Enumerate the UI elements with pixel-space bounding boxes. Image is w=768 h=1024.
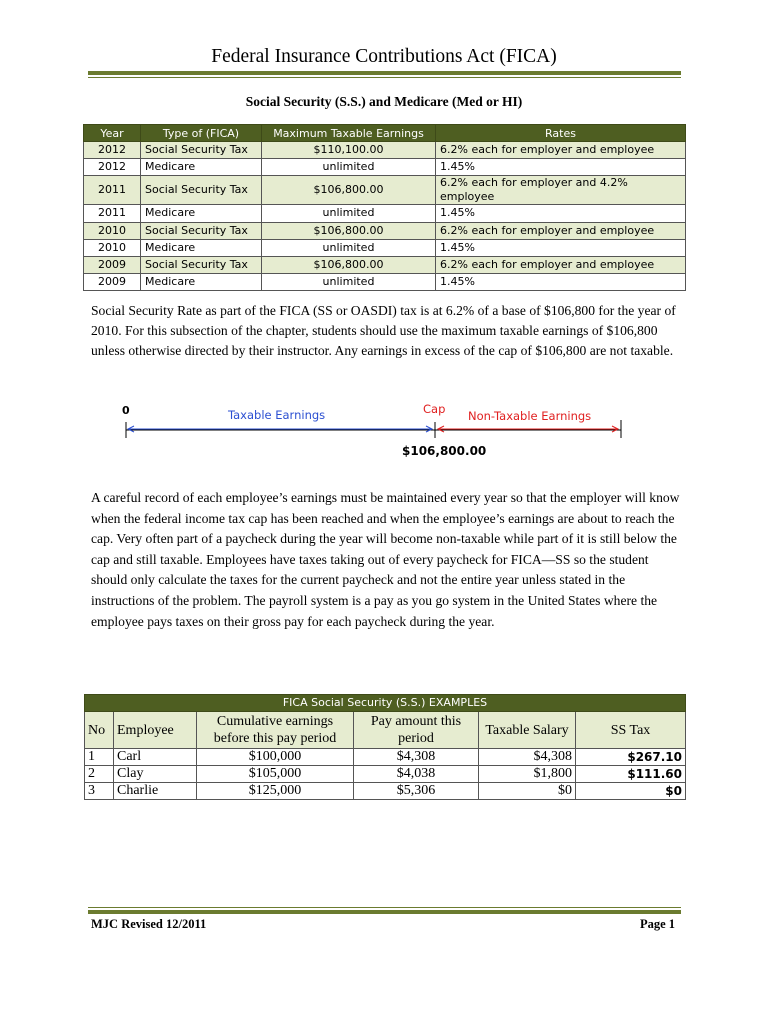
zero-label: 0 [122,404,130,417]
cell-max-earnings: $106,800.00 [262,176,436,205]
cell-year: 2009 [84,274,141,291]
cell-pay-amount: $4,038 [354,766,479,783]
column-header-type: Type of (FICA) [141,125,262,142]
cell-type: Medicare [141,159,262,176]
column-header-rates: Rates [436,125,686,142]
cell-max-earnings: $106,800.00 [262,256,436,273]
cell-type: Social Security Tax [141,222,262,239]
column-header-taxable-salary: Taxable Salary [479,712,576,749]
column-header-max-earnings: Maximum Taxable Earnings [262,125,436,142]
table-row [85,749,686,766]
cell-rate: 6.2% each for employer and employee [436,142,686,159]
cell-ss-tax: $0 [576,783,686,800]
footer-revision: MJC Revised 12/2011 [91,917,207,931]
cell-taxable-salary: $4,308 [479,749,576,766]
social-security-rate-paragraph: Social Security Rate as part of the FICA (SS or OASDI) tax is at 6.2% of a base of $106,800 for the year of 2010. For this subsection of the chapter, students should use the maximum taxable earnings of $106,800 unless otherwise directed by their instructor. Any earnings in excess of the cap of $106,800 are not taxable. [91,303,676,358]
cell-year: 2012 [84,142,141,159]
cell-type: Social Security Tax [141,256,262,273]
column-header-no: No [85,712,114,749]
cell-no: 3 [85,783,114,800]
cell-cumulative-earnings: $105,000 [197,766,354,783]
non-taxable-earnings-label: Non-Taxable Earnings [468,409,592,423]
cell-no: 1 [85,749,114,766]
cell-max-earnings: unlimited [262,274,436,291]
cell-max-earnings: unlimited [262,239,436,256]
cell-year: 2010 [84,222,141,239]
earnings-record-paragraph: A careful record of each employee’s earnings must be maintained every year so that the employer will know when the federal income tax cap has been reached and when the employee’s earnings are about to reach the cap. Very often part of a paycheck during the year will become non-taxable while part of it is still below the cap and still taxable. Employees have taxes taking out of every paycheck for FICA—SS so the student should only calculate the taxes for the current paycheck and not the entire year unless stated in the instructions of the problem. The payroll system is a pay as you go system in the United States where the employee pays taxes on their gross pay for each paycheck during the year. [91,490,680,629]
taxable-earnings-label: Taxable Earnings [228,408,326,422]
cell-no: 2 [85,766,114,783]
cell-cumulative-earnings: $100,000 [197,749,354,766]
cap-value-label: $106,800.00 [402,444,487,458]
cell-rate: 1.45% [436,205,686,222]
cell-max-earnings: $110,100.00 [262,142,436,159]
table-row [84,256,686,273]
cell-rate: 6.2% each for employer and 4.2% employee [436,176,686,205]
ss-examples-table [84,694,686,800]
cell-taxable-salary: $0 [479,783,576,800]
cell-rate: 1.45% [436,159,686,176]
header-rule [88,71,681,75]
table-row [84,239,686,256]
cell-employee: Clay [114,766,197,783]
ss-examples-caption: FICA Social Security (S.S.) EXAMPLES [85,695,686,712]
cell-rate: 1.45% [436,239,686,256]
cell-type: Medicare [141,274,262,291]
footer-rule [88,910,681,914]
cell-pay-amount: $5,306 [354,783,479,800]
cell-pay-amount: $4,308 [354,749,479,766]
taxable-earnings-number-line [110,398,630,468]
cell-ss-tax: $267.10 [576,749,686,766]
column-header-year: Year [84,125,141,142]
cell-type: Medicare [141,205,262,222]
cell-type: Medicare [141,239,262,256]
cell-taxable-salary: $1,800 [479,766,576,783]
cell-year: 2011 [84,176,141,205]
cell-employee: Carl [114,749,197,766]
table-row [84,142,686,159]
footer-page-number: Page 1 [640,917,676,931]
cell-year: 2011 [84,205,141,222]
column-header-ss-tax: SS Tax [576,712,686,749]
column-header-employee: Employee [114,712,197,749]
fica-rates-table [83,124,686,291]
cell-cumulative-earnings: $125,000 [197,783,354,800]
cell-type: Social Security Tax [141,176,262,205]
header-rule-thin [88,77,681,78]
cell-max-earnings: unlimited [262,159,436,176]
table-row [84,205,686,222]
cap-label: Cap [423,402,446,416]
cell-max-earnings: unlimited [262,205,436,222]
table-row [85,783,686,800]
cell-ss-tax: $111.60 [576,766,686,783]
table-row [84,159,686,176]
cell-employee: Charlie [114,783,197,800]
table-row [85,766,686,783]
table-row [84,222,686,239]
cell-year: 2012 [84,159,141,176]
cell-max-earnings: $106,800.00 [262,222,436,239]
cell-rate: 6.2% each for employer and employee [436,256,686,273]
table-row [84,176,686,205]
section-subtitle: Social Security (S.S.) and Medicare (Med or HI) [245,94,523,109]
cell-year: 2010 [84,239,141,256]
column-header-cumulative-earnings: Cumulative earnings before this pay period [197,712,354,749]
table-row [84,274,686,291]
cell-type: Social Security Tax [141,142,262,159]
footer-rule-thin [88,907,681,908]
cell-rate: 6.2% each for employer and employee [436,222,686,239]
cell-year: 2009 [84,256,141,273]
document-title: Federal Insurance Contributions Act (FICA) [211,46,557,67]
column-header-pay-amount: Pay amount this period [354,712,479,749]
table-header-row [84,125,686,142]
cell-rate: 1.45% [436,274,686,291]
table-header-row [85,712,686,749]
